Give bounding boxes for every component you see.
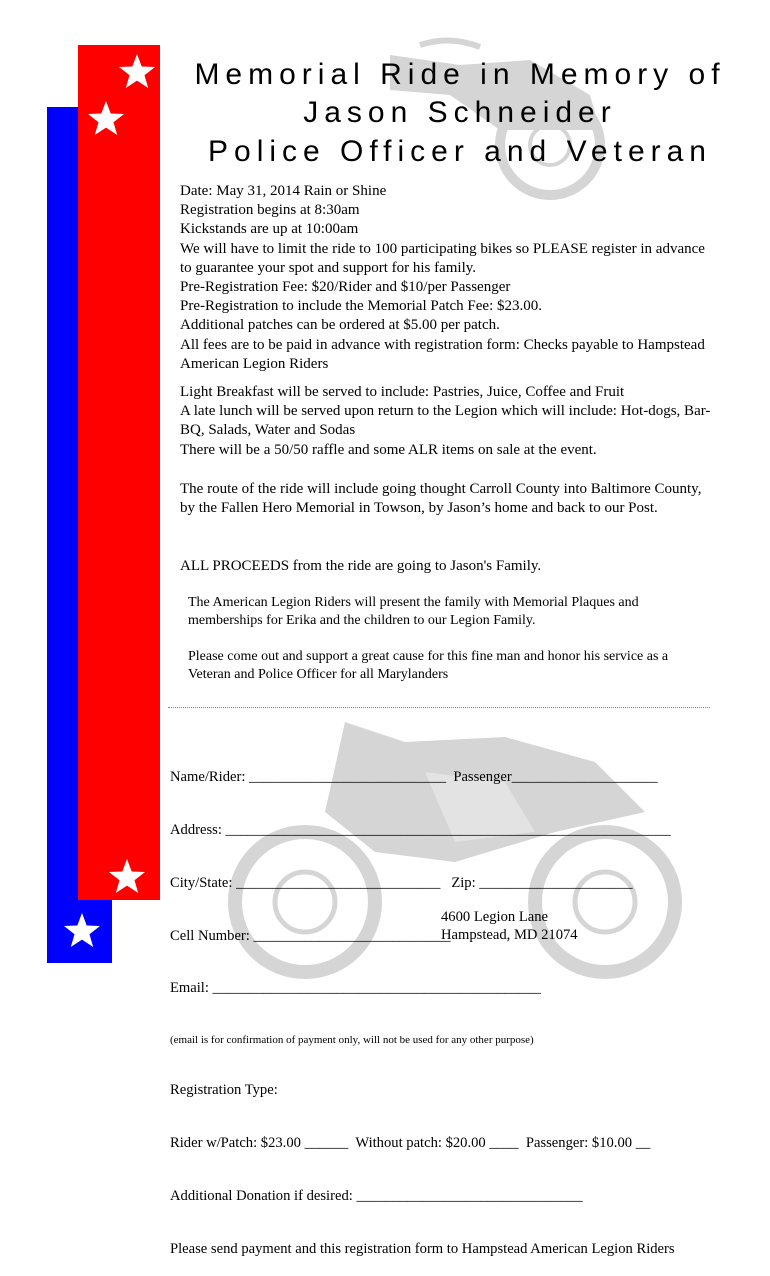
detail-kickstands: Kickstands are up at 10:00am — [180, 221, 359, 238]
divider — [168, 707, 710, 708]
city-zip-field[interactable]: City/State: ____________________________ Zip: _____________________ — [170, 874, 633, 891]
detail-additional-patches: Additional patches can be ordered at $5.00 per patch. — [180, 317, 500, 334]
detail-registration: Registration begins at 8:30am — [180, 202, 360, 219]
name-rider-field[interactable]: Name/Rider: ___________________________ Passenger____________________ — [170, 769, 658, 786]
fees-row[interactable]: Rider w/Patch: $23.00 ______ Without patch: $20.00 ____ Passenger: $10.00 __ — [170, 1135, 651, 1152]
title-line-1: Memorial Ride in Memory of — [194, 58, 726, 91]
details-block — [180, 182, 720, 374]
plaques-text: The American Legion Riders will present the family with Memorial Plaques and memberships for Erika and the children to our Legion Family. — [188, 595, 639, 628]
cell-number-field[interactable]: Cell Number: ___________________________ — [170, 927, 451, 944]
star-icon — [117, 52, 157, 92]
food-raffle: There will be a 50/50 raffle and some ALR items on sale at the event. — [180, 441, 597, 458]
detail-date: Date: May 31, 2014 Rain or Shine — [180, 183, 387, 199]
mailing-street: 4600 Legion Lane — [441, 909, 548, 925]
detail-limit: We will have to limit the ride to 100 participating bikes so PLEASE register in advance to guarantee your spot and support for his family. — [180, 240, 705, 276]
email-note: (email is for confirmation of payment only, will not be used for any other purpose) — [170, 1034, 534, 1047]
star-icon — [86, 99, 126, 139]
star-icon — [62, 911, 102, 951]
food-block — [180, 383, 720, 460]
address-field[interactable]: Address: _____________________________________________________________ — [170, 821, 671, 838]
detail-payment: All fees are to be paid in advance with registration form: Checks payable to Hampstead American Legion Riders — [180, 336, 705, 372]
title-line-2: Jason Schneider — [303, 96, 617, 129]
red-stripe — [78, 45, 160, 900]
star-icon — [107, 857, 147, 897]
route-text: The route of the ride will include going thought Carroll County into Baltimore County, by the Fallen Hero Memorial in Towson, by Jason’s home and back to our Post. — [180, 481, 702, 517]
detail-patch-fee: Pre-Registration to include the Memorial Patch Fee: $23.00. — [180, 298, 543, 315]
send-instructions: Please send payment and this registration form to Hampstead American Legion Riders — [170, 1240, 675, 1257]
registration-type-label: Registration Type: — [170, 1082, 278, 1099]
email-field[interactable]: Email: _____________________________________________ — [170, 980, 541, 997]
registration-form — [170, 734, 730, 1276]
mailing-city: Hampstead, MD 21074 — [441, 927, 578, 943]
title-line-3: Police Officer and Veteran — [208, 135, 712, 168]
proceeds-text: ALL PROCEEDS from the ride are going to Jason's Family. — [180, 558, 542, 574]
detail-fee: Pre-Registration Fee: $20/Rider and $10/per Passenger — [180, 279, 511, 296]
support-text: Please come out and support a great cause for this fine man and honor his service as a Veteran and Police Officer for all Marylanders — [188, 649, 669, 682]
food-lunch: A late lunch will be served upon return to the Legion which will include: Hot-dogs, Bar-BQ, Salads, Water and Sodas — [180, 403, 711, 439]
food-breakfast: Light Breakfast will be served to include: Pastries, Juice, Coffee and Fruit — [180, 384, 625, 400]
donation-field[interactable]: Additional Donation if desired: _______________________________ — [170, 1187, 583, 1204]
